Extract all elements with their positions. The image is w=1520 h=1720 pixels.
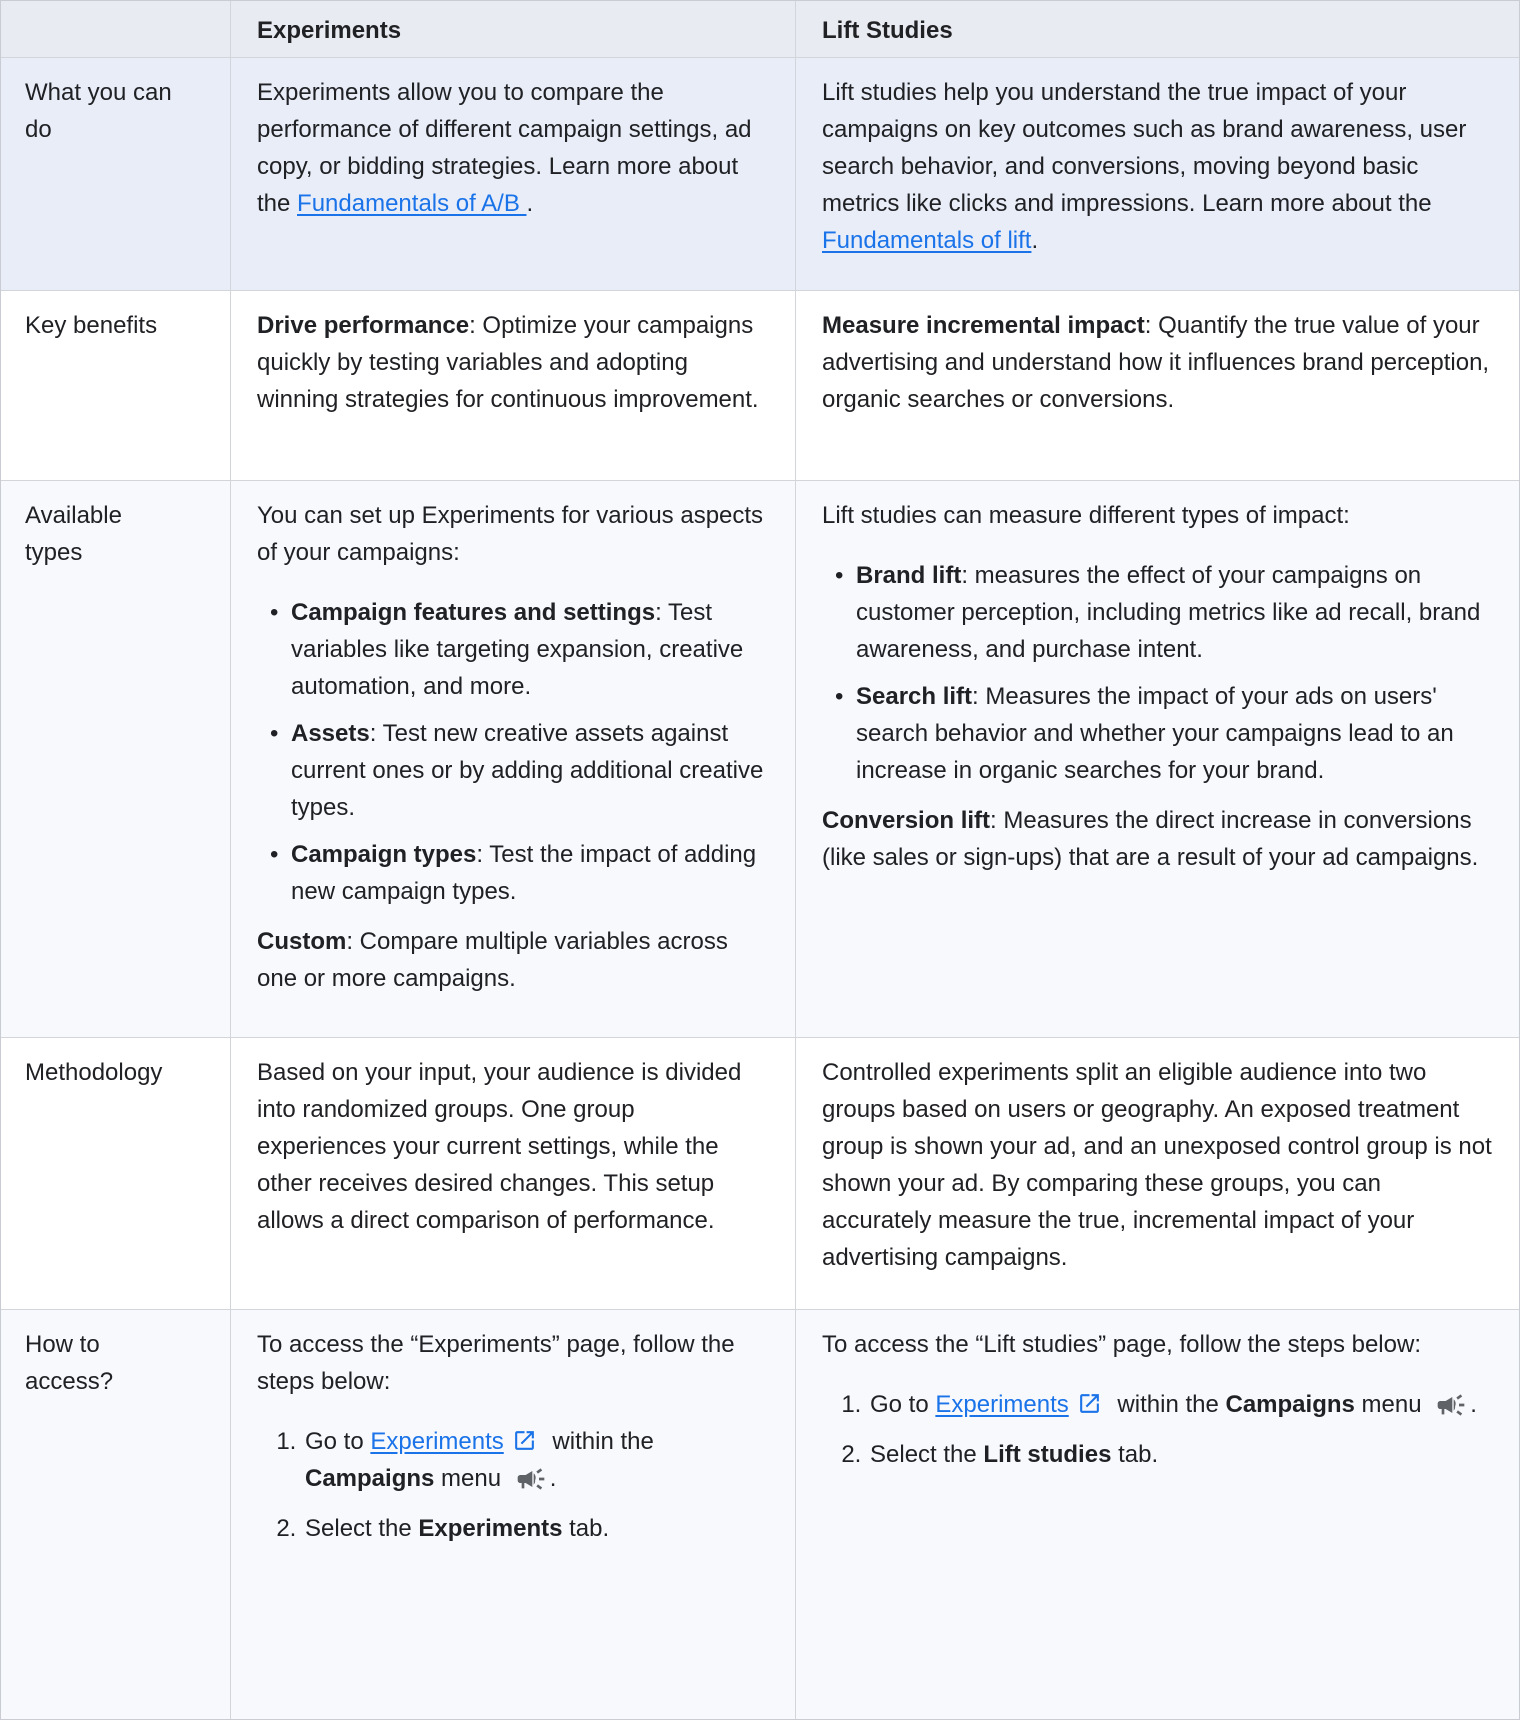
fundamentals-of-ab-link[interactable]: Fundamentals of A/B	[297, 190, 527, 217]
steps-list	[257, 1423, 769, 1547]
types-bullet-list	[257, 594, 769, 910]
megaphone-icon	[1434, 1389, 1468, 1421]
bold-text: Custom	[257, 928, 347, 955]
text-segment: : Quantify the true value of your advertising and understand how it influences brand perception, organic searches or conversions.	[822, 312, 1490, 413]
experiments-page-link[interactable]: Experiments	[935, 1391, 1069, 1418]
text-segment: tab.	[1111, 1441, 1159, 1468]
paragraph	[822, 74, 1493, 259]
bold-text: Brand lift	[856, 562, 962, 589]
footer-paragraph	[257, 923, 769, 997]
text-segment: .	[1470, 1391, 1477, 1418]
text-segment: within the	[545, 1428, 654, 1455]
header-blank-cell	[1, 1, 231, 58]
bold-text: Campaign types	[291, 841, 477, 868]
types-bullet-list	[822, 557, 1493, 789]
text-segment: .	[526, 190, 534, 217]
text-segment: .	[1031, 227, 1039, 254]
bold-text: Search lift	[856, 683, 973, 710]
step-item	[303, 1510, 769, 1547]
bold-text: Assets	[291, 720, 370, 747]
text-segment: menu	[434, 1465, 508, 1492]
open-in-new-icon[interactable]	[512, 1428, 537, 1453]
header-lift-studies-label: Lift Studies	[822, 17, 953, 44]
footer-paragraph	[822, 802, 1493, 876]
cell-how-to-access-experiments	[231, 1310, 796, 1719]
bullet-item	[291, 836, 769, 910]
fundamentals-of-lift-link[interactable]: Fundamentals of lift	[822, 227, 1032, 254]
cell-how-to-access-lift	[796, 1310, 1519, 1719]
text-segment: : measures the effect of your campaigns on customer perception, including metrics like ad recall, brand awareness, and purchase intent.	[856, 562, 1481, 663]
paragraph	[257, 307, 769, 418]
paragraph	[822, 307, 1493, 418]
intro-paragraph: Lift studies can measure different types of impact:	[822, 502, 1350, 529]
step-item	[868, 1386, 1493, 1423]
bold-text: Lift studies	[983, 1441, 1112, 1468]
cell-what-you-can-do-lift	[796, 58, 1519, 291]
text-segment: : Compare multiple variables across one or more campaigns.	[257, 928, 728, 992]
intro-paragraph: To access the “Lift studies” page, follow the steps below:	[822, 1331, 1421, 1358]
bold-text: Drive performance	[257, 312, 470, 339]
step-item	[303, 1423, 769, 1497]
cell-what-you-can-do-experiments	[231, 58, 796, 291]
text-segment: : Optimize your campaigns quickly by testing variables and adopting winning strategies for continuous improvement.	[257, 312, 759, 413]
header-experiments-label: Experiments	[257, 17, 402, 44]
cell-available-types-experiments	[231, 481, 796, 1038]
text-segment: : Test the impact of adding new campaign types.	[291, 841, 757, 905]
bold-text: Campaign features and settings	[291, 599, 656, 626]
step-item	[868, 1436, 1493, 1473]
text-segment: .	[549, 1465, 557, 1492]
text-segment: Go to	[305, 1428, 371, 1455]
paragraph	[257, 74, 769, 222]
row-label-what-you-can-do: What you can do	[1, 58, 231, 291]
text-segment: Experiments allow you to compare the performance of different campaign settings, ad copy, or bidding strategies. Learn more about the	[257, 79, 752, 217]
cell-methodology-lift	[796, 1038, 1519, 1310]
text-segment: : Measures the impact of your ads on users' search behavior and whether your campaigns lead to an increase in organic searches for your brand.	[856, 683, 1454, 784]
text-segment: : Test variables like targeting expansion, creative automation, and more.	[291, 599, 744, 700]
text-segment: Go to	[870, 1391, 936, 1418]
text-segment: Lift studies help you understand the true impact of your campaigns on key outcomes such as brand awareness, user search behavior, and conversions, moving beyond basic metrics like clicks and impressions. Learn more about the	[822, 79, 1467, 217]
cell-methodology-experiments	[231, 1038, 796, 1310]
text-segment: : Test new creative assets against current ones or by adding additional creative types.	[291, 720, 764, 821]
intro-paragraph: To access the “Experiments” page, follow the steps below:	[257, 1331, 735, 1395]
header-lift-studies-cell	[796, 1, 1519, 58]
bullet-item	[291, 715, 769, 826]
row-label-available-types: Available types	[1, 481, 231, 1038]
bullet-item	[856, 557, 1493, 668]
paragraph: Based on your input, your audience is divided into randomized groups. One group experiences your current settings, while the other receives desired changes. This setup allows a direct comparison of performance.	[257, 1059, 742, 1234]
bold-text: Measure incremental impact	[822, 312, 1145, 339]
text-segment: : Measures the direct increase in conversions (like sales or sign-ups) that are a result of your ad campaigns.	[822, 807, 1479, 871]
text-segment: tab.	[562, 1515, 610, 1542]
text-segment: menu	[1354, 1391, 1429, 1418]
row-label-how-to-access: How to access?	[1, 1310, 231, 1719]
cell-available-types-lift	[796, 481, 1519, 1038]
bold-text: Experiments	[418, 1515, 563, 1542]
open-in-new-icon[interactable]	[1077, 1391, 1102, 1416]
text-segment: Select the	[305, 1515, 419, 1542]
experiments-page-link[interactable]: Experiments	[370, 1428, 504, 1455]
megaphone-icon	[514, 1463, 548, 1495]
row-label-key-benefits: Key benefits	[1, 291, 231, 481]
steps-list	[822, 1386, 1493, 1473]
header-experiments-cell	[231, 1, 796, 58]
paragraph: Controlled experiments split an eligible audience into two groups based on users or geography. An exposed treatment group is shown your ad, and an unexposed control group is not shown your ad. By comparing these groups, you can accurately measure the true, incremental impact of your advertising campaigns.	[822, 1059, 1492, 1271]
cell-key-benefits-lift	[796, 291, 1519, 481]
intro-paragraph: You can set up Experiments for various aspects of your campaigns:	[257, 502, 764, 566]
cell-key-benefits-experiments	[231, 291, 796, 481]
bold-text: Campaigns	[305, 1465, 435, 1492]
bullet-item	[856, 678, 1493, 789]
row-label-methodology: Methodology	[1, 1038, 231, 1310]
text-segment: Select the	[870, 1441, 984, 1468]
bold-text: Campaigns	[1225, 1391, 1355, 1418]
text-segment: within the	[1110, 1391, 1226, 1418]
bullet-item	[291, 594, 769, 705]
bold-text: Conversion lift	[822, 807, 991, 834]
